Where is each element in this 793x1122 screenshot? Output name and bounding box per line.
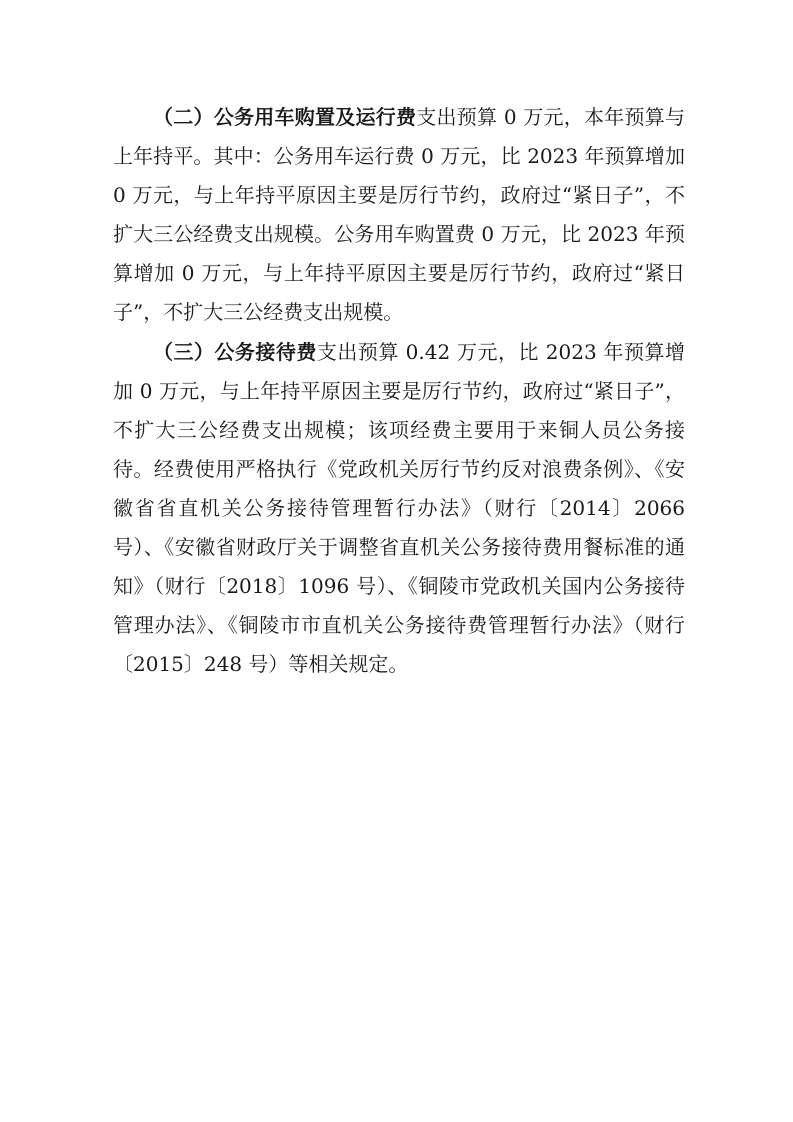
section-heading-vehicle: （二）公务用车购置及运行费 — [153, 105, 417, 129]
document-page — [113, 98, 685, 684]
section-body-vehicle: 支出预算 0 万元，本年预算与上年持平。其中：公务用车运行费 0 万元，比 2023 年预算增加 0 万元，与上年持平原因主要是厉行节约，政府过“紧日子”，不扩大三公经费支出规模。公务用车购置费 0 万元，比 2023 年预算增加 0 万元，与上年持平原因主要是厉行节约，政府过“紧日子”，不扩大三公经费支出规模。 — [113, 105, 685, 324]
paragraph-reception-expenses — [113, 333, 685, 684]
section-heading-reception: （三）公务接待费 — [153, 340, 317, 364]
section-body-reception: 支出预算 0.42 万元，比 2023 年预算增加 0 万元，与上年持平原因主要是厉行节约，政府过“紧日子”，不扩大三公经费支出规模；该项经费主要用于来铜人员公务接待。经费使用严格执行《党政机关厉行节约反对浪费条例》、《安徽省省直机关公务接待管理暂行办法》（财行〔2014〕2066 号）、《安徽省财政厅关于调整省直机关公务接待费用餐标准的通知》（财行〔2018〕1096 号）、《铜陵市党政机关国内公务接待管理办法》、《铜陵市市直机关公务接待费管理暂行办法》（财行〔2015〕248 号）等相关规定。 — [113, 340, 685, 676]
paragraph-vehicle-expenses — [113, 98, 685, 332]
